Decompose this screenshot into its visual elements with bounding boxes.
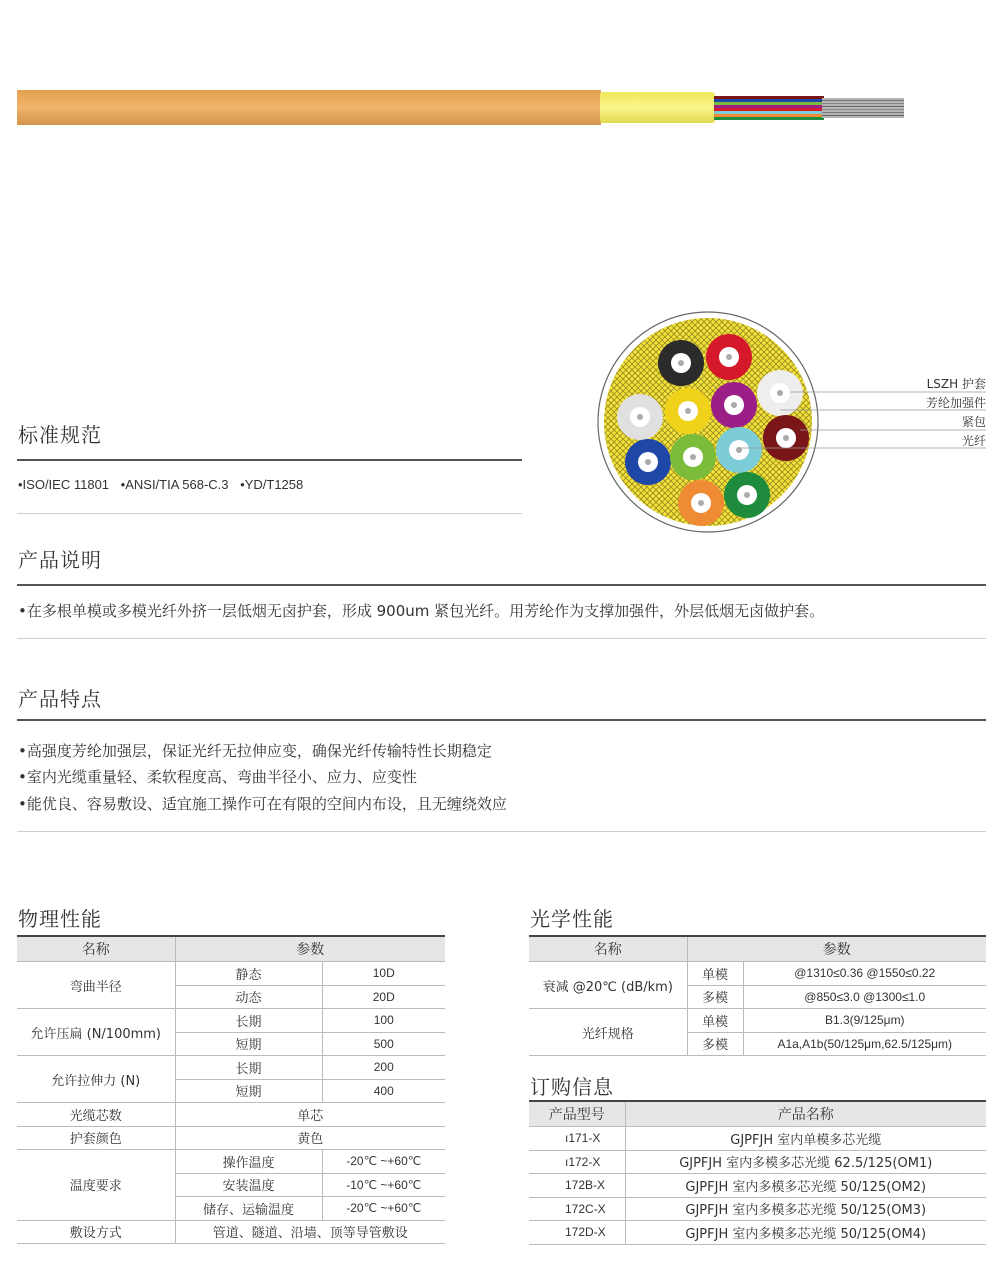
table-row [529,1009,986,1033]
callout-tight-buffer: 紧包 [961,415,986,429]
sub-label: 单模 [687,962,743,986]
product-code: 172B-X [529,1174,625,1198]
table-row [17,962,445,986]
callout-lszh-jacket: LSZH 护套 [926,377,986,391]
value-cell: 400 [322,1079,445,1103]
product-name: GJPFJH 室内多模多芯光缆 50/125(OM2) [625,1174,986,1198]
product-code: ı171-X [529,1127,625,1151]
sub-label: 多模 [687,985,743,1009]
column-header: 名称 [17,936,175,962]
optical-title: 光学性能 [530,907,614,931]
column-header: 产品名称 [625,1101,986,1127]
callout-kevlar: 芳纶加强件 [925,396,986,410]
row-name: 光缆芯数 [17,1103,175,1127]
divider [17,831,986,832]
table-row [17,1126,445,1150]
value-cell: @850≤3.0 @1300≤1.0 [743,985,986,1009]
sub-label: 安装温度 [175,1173,322,1197]
table-row [17,1220,445,1244]
table-header-row [529,936,986,962]
column-header: 名称 [529,936,687,962]
standards-title: 标准规范 [18,423,102,447]
value-cell: -10℃ ~+60℃ [322,1173,445,1197]
table-row [529,1150,986,1174]
sub-label: 储存、运输温度 [175,1197,322,1221]
product-name: GJPFJH 室内多模多芯光缆 50/125(OM3) [625,1197,986,1221]
value-cell: 黄色 [175,1126,445,1150]
product-code: 172C-X [529,1197,625,1221]
sub-label: 静态 [175,962,322,986]
fiber-unit [724,472,770,518]
row-name: 护套颜色 [17,1126,175,1150]
ordering-table [529,1100,986,1245]
ordering-title: 订购信息 [530,1075,614,1099]
table-row [17,1103,445,1127]
fiber-unit [678,480,724,526]
value-cell: A1a,A1b(50/125μm,62.5/125μm) [743,1032,986,1056]
column-header: 参数 [175,936,445,962]
divider [17,459,522,461]
table-header-row [529,1101,986,1127]
standard-item: •YD/T1258 [240,477,304,492]
table-row [17,1150,445,1174]
row-name: 光纤规格 [529,1009,687,1056]
value-cell: 20D [322,985,445,1009]
value-cell: 单芯 [175,1103,445,1127]
table-header-row [17,936,445,962]
feature-item: •能优良、容易敷设、适宜施工操作可在有限的空间内布设，且无缠绕效应 [18,795,507,813]
sub-label: 短期 [175,1032,322,1056]
callout-fiber: 光纤 [961,434,986,448]
standard-item: •ANSI/TIA 568-C.3 [120,477,229,492]
row-name: 衰减 @20℃ (dB/km) [529,962,687,1009]
table-row [529,1174,986,1198]
feature-item: •室内光缆重量轻、柔软程度高、弯曲半径小、应力、应变性 [18,768,417,786]
product-name: GJPFJH 室内多模多芯光缆 50/125(OM4) [625,1221,986,1245]
sub-label: 长期 [175,1009,322,1033]
value-cell: 10D [322,962,445,986]
row-name: 允许压扁 (N/100mm) [17,1009,175,1056]
value-cell: 200 [322,1056,445,1080]
sub-label: 单模 [687,1009,743,1033]
table-row [17,1009,445,1033]
features-title: 产品特点 [18,687,102,711]
table-row [529,962,986,986]
value-cell: -20℃ ~+60℃ [322,1150,445,1174]
row-name: 温度要求 [17,1150,175,1221]
table-row [529,1197,986,1221]
row-name: 弯曲半径 [17,962,175,1009]
optical-table [529,935,986,1056]
description-title: 产品说明 [18,548,102,572]
column-header: 产品型号 [529,1101,625,1127]
product-code: ı172-X [529,1150,625,1174]
row-name: 允许拉伸力 (N) [17,1056,175,1103]
value-cell: 500 [322,1032,445,1056]
description-text: •在多根单模或多模光纤外挤一层低烟无卤护套，形成 900um 紧包光纤。用芳纶作为支撑加强件，外层低烟无卤做护套。 [18,602,825,620]
sub-label: 多模 [687,1032,743,1056]
divider [17,584,986,586]
product-name: GJPFJH 室内多模多芯光缆 62.5/125(OM1) [625,1150,986,1174]
sub-label: 长期 [175,1056,322,1080]
product-code: 172D-X [529,1221,625,1245]
physical-title: 物理性能 [18,907,102,931]
divider [17,719,986,721]
table-row [17,1056,445,1080]
standards-list [18,477,311,492]
table-row [529,1127,986,1151]
physical-table [17,935,445,1244]
feature-item: •高强度芳纶加强层，保证光纤无拉伸应变，确保光纤传输特性长期稳定 [18,742,492,760]
product-name: GJPFJH 室内单模多芯光缆 [625,1127,986,1151]
table-row [529,1221,986,1245]
sub-label: 短期 [175,1079,322,1103]
standard-item: •ISO/IEC 11801 [18,477,110,492]
value-cell: 管道、隧道、沿墙、顶等导管敷设 [175,1220,445,1244]
callout-leaders [0,0,1000,460]
value-cell: B1.3(9/125μm) [743,1009,986,1033]
divider [17,513,522,514]
value-cell: 100 [322,1009,445,1033]
value-cell: @1310≤0.36 @1550≤0.22 [743,962,986,986]
divider [17,638,986,639]
value-cell: -20℃ ~+60℃ [322,1197,445,1221]
sub-label: 动态 [175,985,322,1009]
column-header: 参数 [687,936,986,962]
sub-label: 操作温度 [175,1150,322,1174]
row-name: 敷设方式 [17,1220,175,1244]
